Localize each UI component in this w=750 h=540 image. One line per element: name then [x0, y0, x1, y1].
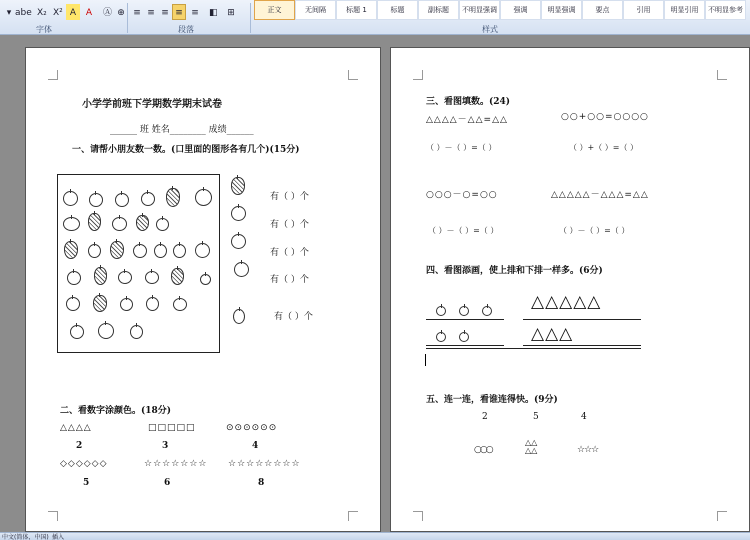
pear-icon: [70, 325, 84, 339]
question-1-title: 一、请帮小朋友数一数。(口里面的图形各有几个)(15分): [72, 145, 300, 155]
strawberry-icon: [110, 241, 124, 259]
style-intense-quote[interactable]: 明显引用: [664, 0, 705, 20]
count-answer-1: 有（ ）个: [270, 192, 309, 202]
pear-icon: [234, 262, 249, 277]
apple-icon: [436, 332, 446, 342]
apple-icon: [482, 306, 492, 316]
margin-corner-mark: [48, 511, 58, 521]
style-subtle-reference[interactable]: 不明显参考: [705, 0, 746, 20]
strawberry-icon: [94, 267, 107, 285]
apple-icon: [154, 244, 167, 258]
strawberry-icon: [231, 177, 245, 195]
apple-icon: [231, 206, 246, 221]
equation-circles: ○○+○○=○○○○: [561, 112, 649, 122]
paragraph-group-label: 段落: [178, 25, 194, 34]
apple-icon: [195, 189, 212, 206]
question-4-title: 四、看图添画，使上排和下排一样多。(6分): [426, 266, 603, 276]
text-cursor: [425, 354, 426, 366]
pear-icon: [173, 298, 187, 311]
strikethrough-button[interactable]: abe: [15, 8, 32, 18]
margin-corner-mark: [348, 511, 358, 521]
triangles-row: △△△: [531, 324, 574, 344]
match-number: 4: [581, 412, 587, 422]
triangles-group: △△ △△: [525, 438, 538, 455]
match-number: 5: [533, 412, 539, 422]
stars-group: ☆☆☆: [577, 445, 599, 455]
number-label: 5: [83, 478, 90, 488]
match-number: 2: [482, 412, 488, 422]
circles-group: ○○○: [474, 445, 492, 455]
pear-icon: [63, 217, 80, 231]
insert-mode-status[interactable]: 插入: [52, 534, 65, 540]
margin-corner-mark: [717, 511, 727, 521]
enclose-char-button[interactable]: ⊕: [117, 8, 125, 18]
align-left-icon[interactable]: ≡: [133, 8, 141, 18]
number-label: 2: [76, 441, 83, 451]
bold-button[interactable]: ▾: [6, 8, 12, 18]
ruled-line: [523, 345, 641, 346]
apple-icon: [63, 191, 78, 206]
ruled-line: [426, 348, 641, 349]
style-quote[interactable]: 引用: [623, 0, 664, 20]
apple-icon: [141, 192, 155, 206]
triangles-row: △△△△△: [531, 292, 602, 312]
shapes-stars: ☆☆☆☆☆☆☆☆: [228, 459, 301, 469]
highlight-button[interactable]: A: [66, 4, 80, 20]
styles-gallery: [254, 0, 750, 22]
style-subtitle[interactable]: 副标题: [418, 0, 459, 20]
style-emphasis[interactable]: 强调: [500, 0, 541, 20]
equation-triangles: △△△△－△△=△△: [426, 115, 508, 125]
strawberry-outline-icon: [233, 309, 245, 324]
style-subtle-emphasis[interactable]: 不明显强调: [459, 0, 500, 20]
char-shading-button[interactable]: Ⓐ: [103, 8, 113, 18]
count-answer-5: 有（ ）个: [274, 312, 313, 322]
margin-corner-mark: [413, 511, 423, 521]
align-center-icon[interactable]: ≡: [147, 8, 155, 18]
styles-group-label: 样式: [482, 25, 498, 34]
shapes-triangles: △△△△: [60, 423, 92, 433]
question-2-title: 二、看数字涂颜色。(18分): [60, 406, 172, 416]
superscript-button[interactable]: X²: [53, 8, 63, 18]
answer-blanks: （ ）－（ ）=（ ）: [559, 226, 630, 235]
apple-icon: [120, 298, 133, 311]
apple-icon: [67, 271, 81, 285]
margin-corner-mark: [348, 70, 358, 80]
strawberry-icon: [64, 241, 78, 259]
pear-icon: [88, 244, 101, 258]
apple-icon: [130, 325, 143, 339]
style-intense-emphasis[interactable]: 明显强调: [541, 0, 582, 20]
apple-icon: [459, 332, 469, 342]
style-title[interactable]: 标题: [377, 0, 418, 20]
style-heading-1[interactable]: 标题 1: [336, 0, 377, 20]
shapes-diamonds: ◇◇◇◇◇◇: [60, 459, 108, 469]
apple-icon: [436, 306, 446, 316]
question-3-title: 三、看图填数。(24): [426, 97, 511, 107]
document-page-1[interactable]: [25, 47, 381, 532]
question-5-title: 五、连一连，看谁连得快。(9分): [426, 395, 558, 405]
font-color-button[interactable]: A: [85, 8, 93, 18]
count-answer-3: 有（ ）个: [270, 248, 309, 258]
answer-blanks: （ ）－（ ）=（ ）: [426, 143, 497, 152]
pear-icon: [98, 323, 114, 339]
student-info-line: ______ 班 姓名________ 成绩______: [110, 125, 254, 135]
number-label: 4: [252, 441, 259, 451]
font-group-label: 字体: [36, 25, 52, 34]
shapes-stars: ☆☆☆☆☆☆☆: [144, 459, 208, 469]
number-label: 3: [162, 441, 169, 451]
apple-icon: [459, 306, 469, 316]
apple-icon: [89, 193, 103, 207]
number-label: 6: [164, 478, 171, 488]
style-no-spacing[interactable]: 无间隔: [295, 0, 336, 20]
apple-icon: [195, 243, 210, 258]
justify-icon[interactable]: ≡: [172, 4, 186, 20]
align-right-icon[interactable]: ≡: [161, 8, 169, 18]
status-bar: [0, 532, 750, 540]
pear-icon: [133, 244, 147, 258]
apple-icon: [66, 297, 80, 311]
group-separator: [127, 3, 128, 33]
fruit-picture-box: [57, 174, 220, 353]
equation-circles: ○○○－○=○○: [426, 190, 498, 200]
apple-icon: [146, 297, 159, 311]
answer-blanks: （ ）－（ ）=（ ）: [428, 226, 499, 235]
document-page-2[interactable]: [390, 47, 750, 532]
shading-icon[interactable]: ◧: [209, 8, 218, 18]
ruled-line: [426, 319, 504, 320]
strawberry-icon: [171, 268, 184, 285]
shapes-squares: □□□□□: [148, 423, 196, 433]
apple-icon: [200, 274, 211, 285]
language-status[interactable]: 中文(简体，中国): [2, 534, 49, 540]
strawberry-icon: [88, 213, 101, 231]
ruled-line: [523, 319, 641, 320]
apple-icon: [156, 218, 169, 231]
pear-icon: [115, 193, 129, 207]
exam-title: 小学学前班下学期数学期末试卷: [82, 99, 222, 110]
margin-corner-mark: [48, 70, 58, 80]
borders-icon[interactable]: ⊞: [227, 8, 235, 18]
apple-icon: [118, 271, 132, 284]
count-answer-2: 有（ ）个: [270, 220, 309, 230]
apple-icon: [112, 217, 127, 231]
margin-corner-mark: [413, 70, 423, 80]
answer-blanks: （ ）+（ ）=（ ）: [569, 143, 639, 152]
strawberry-icon: [93, 295, 107, 312]
pear-icon: [173, 244, 186, 258]
margin-corner-mark: [717, 70, 727, 80]
ruled-line: [426, 345, 504, 346]
ribbon: [0, 0, 750, 35]
count-answer-4: 有（ ）个: [270, 275, 309, 285]
strawberry-icon: [166, 188, 180, 207]
style-strong[interactable]: 要点: [582, 0, 623, 20]
group-separator: [250, 3, 251, 33]
apple-icon: [231, 234, 246, 249]
style-normal[interactable]: 正文: [254, 0, 295, 20]
number-label: 8: [258, 478, 265, 488]
strawberry-icon: [136, 215, 149, 231]
subscript-button[interactable]: X₂: [37, 8, 47, 18]
equation-triangles: △△△△△－△△△=△△: [551, 190, 649, 200]
distribute-icon[interactable]: ≡: [191, 8, 199, 18]
pear-icon: [145, 271, 159, 284]
shapes-circles: ⊙⊙⊙⊙⊙⊙: [226, 423, 278, 433]
document-workspace: [0, 35, 750, 532]
